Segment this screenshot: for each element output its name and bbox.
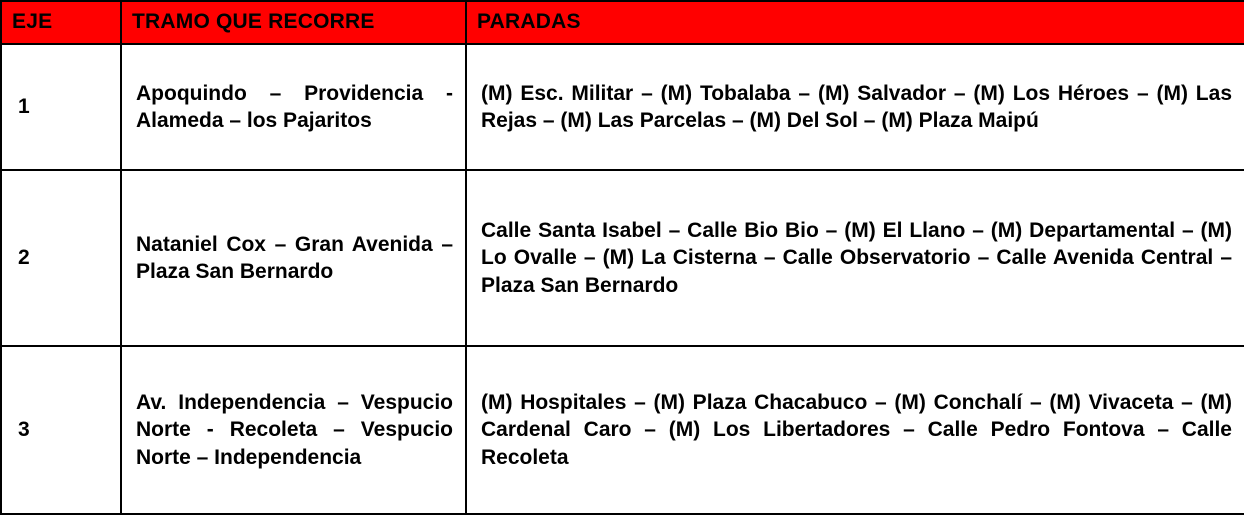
cell-paradas: (M) Hospitales – (M) Plaza Chacabuco – (M) Conchalí – (M) Vivaceta – (M) Cardenal Caro – (M) Los Libertadores – Calle Pedro Fontova – Calle Recoleta	[466, 346, 1244, 514]
cell-eje: 1	[1, 44, 121, 170]
cell-paradas: (M) Esc. Militar – (M) Tobalaba – (M) Salvador – (M) Los Héroes – (M) Las Rejas – (M) Las Parcelas – (M) Del Sol – (M) Plaza Maipú	[466, 44, 1244, 170]
cell-eje: 2	[1, 170, 121, 346]
column-header-eje: EJE	[1, 1, 121, 44]
table-row	[1, 170, 1244, 346]
table-body	[1, 44, 1244, 514]
column-header-tramo: TRAMO QUE RECORRE	[121, 1, 466, 44]
cell-eje: 3	[1, 346, 121, 514]
column-header-paradas: PARADAS	[466, 1, 1244, 44]
cell-paradas: Calle Santa Isabel – Calle Bio Bio – (M) El Llano – (M) Departamental – (M) Lo Ovalle – (M) La Cisterna – Calle Observatorio – Calle Avenida Central – Plaza San Bernardo	[466, 170, 1244, 346]
table-row	[1, 346, 1244, 514]
table-row	[1, 44, 1244, 170]
cell-tramo: Av. Independencia – Vespucio Norte - Recoleta – Vespucio Norte – Independencia	[121, 346, 466, 514]
cell-tramo: Apoquindo – Providencia - Alameda – los Pajaritos	[121, 44, 466, 170]
cell-tramo: Nataniel Cox – Gran Avenida – Plaza San Bernardo	[121, 170, 466, 346]
table-header-row	[1, 1, 1244, 44]
table-header	[1, 1, 1244, 44]
